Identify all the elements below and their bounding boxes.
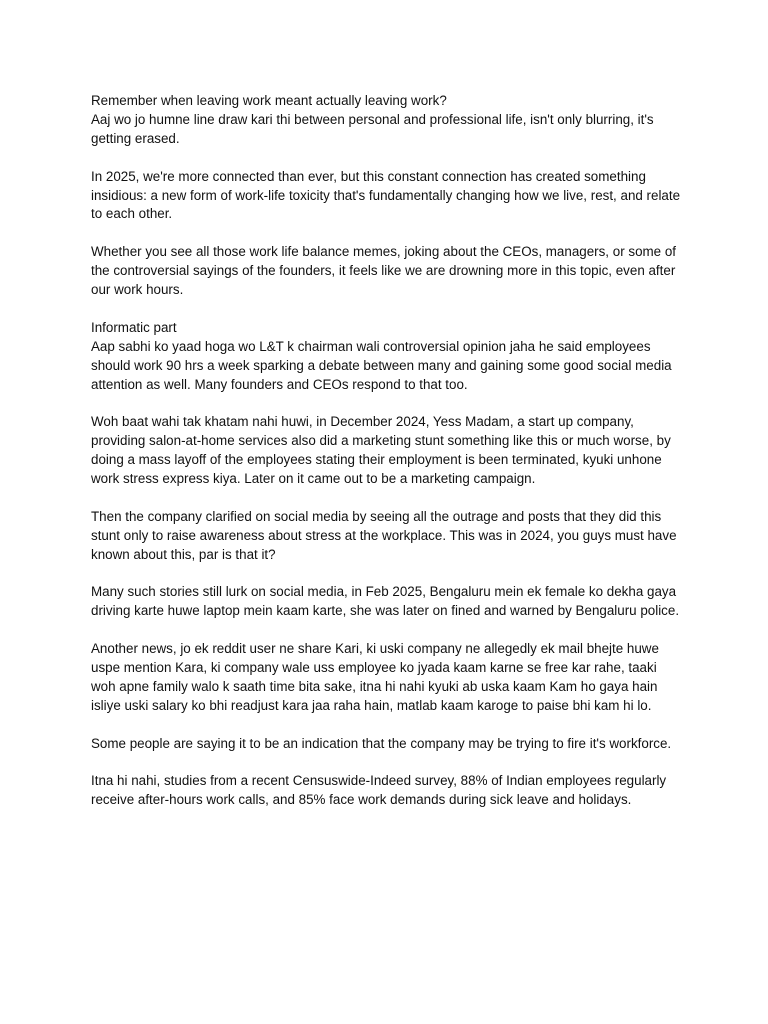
paragraph-informatic: Informatic part Aap sabhi ko yaad hoga wo L&T k chairman wali controversial opinion jaha he said employees should work 90 hrs a week sparking a debate between many and gaining some good social media attention as well. Many founders and CEOs respond to that too. (91, 319, 672, 392)
paragraph-connection: In 2025, we're more connected than ever, but this constant connection has created something insidious: a new form of work-life toxicity that's fundamentally changing how we live, rest, and relate to each other. (91, 168, 681, 222)
paragraph-reddit: Another news, jo ek reddit user ne share Kari, ki uski company ne allegedly ek mail bhejte huwe uspe mention Kara, ki company wale uss employee ko jyada kaam karne se free kar rahe, taaki woh apne family walo k saath time bita sake, itna hi nahi kyuki ab uska kaam Kam ho gaya hain isliye uski salary ko bhi readjust kara jaa raha hain, matlab kaam karoge to paise bhi kam hi lo. (91, 641, 659, 713)
paragraph-memes: Whether you see all those work life balance memes, joking about the CEOs, managers, or some of the controversial sayings of the founders, it feels like we are drowning more in this topic, even after our work hours. (91, 244, 677, 298)
paragraph-intro: Remember when leaving work meant actually leaving work? Aaj wo jo humne line draw kari thi between personal and professional life, isn't only blurring, it's getting erased. (91, 93, 654, 146)
paragraph-clarification: Then the company clarified on social media by seeing all the outrage and posts that they did this stunt only to raise awareness about stress at the workplace. This was in 2024, you guys must have known about this, par is that it? (91, 508, 677, 562)
document-page (91, 92, 681, 829)
paragraph-indication: Some people are saying it to be an indication that the company may be trying to fire it's workforce. (91, 735, 672, 751)
paragraph-survey: Itna hi nahi, studies from a recent Censuswide-Indeed survey, 88% of Indian employees regularly receive after-hours work calls, and 85% face work demands during sick leave and holidays. (91, 773, 667, 808)
paragraph-bengaluru: Many such stories still lurk on social media, in Feb 2025, Bengaluru mein ek female ko dekha gaya driving karte huwe laptop mein kaam karte, she was later on fined and warned by Bengaluru police. (91, 584, 680, 619)
paragraph-yess-madam: Woh baat wahi tak khatam nahi huwi, in December 2024, Yess Madam, a start up company, providing salon-at-home services also did a marketing stunt something like this or much worse, by doing a mass layoff of the employees stating their employment is been terminated, kyuki unhone work stress express kiya. Later on it came out to be a marketing campaign. (91, 414, 671, 487)
